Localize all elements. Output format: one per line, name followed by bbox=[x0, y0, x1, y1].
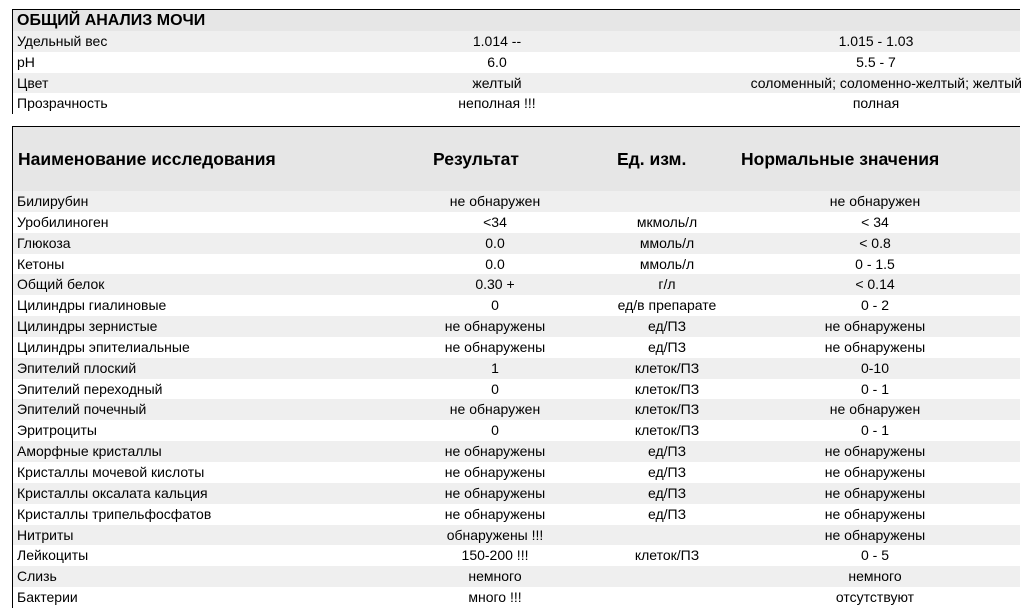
general-row bbox=[13, 31, 1020, 52]
test-name: Кристаллы трипельфосфатов bbox=[17, 505, 212, 522]
table-row bbox=[13, 545, 1020, 566]
test-norm: не обнаружены bbox=[824, 443, 926, 460]
test-unit: ед/в препарате bbox=[617, 297, 717, 314]
test-result: не обнаружены bbox=[444, 443, 546, 460]
param-norm: 1.015 - 1.03 bbox=[838, 33, 914, 49]
table-row bbox=[13, 420, 1020, 441]
test-result: не обнаружены bbox=[444, 463, 546, 480]
general-analysis-title: ОБЩИЙ АНАЛИЗ МОЧИ bbox=[13, 10, 1020, 31]
table-row bbox=[13, 587, 1020, 608]
test-result: не обнаружен bbox=[449, 401, 541, 418]
table-row bbox=[13, 525, 1020, 546]
test-norm: не обнаружен bbox=[829, 193, 921, 209]
test-name: Цилиндры гиалиновые bbox=[17, 297, 167, 314]
test-result: <34 bbox=[483, 213, 507, 230]
test-unit: клеток/ПЗ bbox=[634, 359, 700, 376]
test-unit: ед/ПЗ bbox=[647, 338, 687, 355]
test-name: Эпителий плоский bbox=[17, 359, 137, 376]
test-result: немного bbox=[468, 568, 522, 585]
table-row bbox=[13, 379, 1020, 400]
test-result: не обнаружены bbox=[444, 505, 546, 522]
table-row bbox=[13, 337, 1020, 358]
test-unit: клеток/ПЗ bbox=[634, 422, 700, 439]
test-result: 1 bbox=[491, 359, 499, 376]
test-norm: 0-10 bbox=[860, 359, 890, 376]
table-row bbox=[13, 233, 1020, 254]
test-result: не обнаружены bbox=[444, 318, 546, 335]
test-name: Кристаллы оксалата кальция bbox=[17, 484, 208, 501]
test-result: 0.0 bbox=[485, 234, 505, 251]
param-norm: соломенный; соломенно-желтый; желтый bbox=[750, 74, 1022, 91]
results-table bbox=[12, 126, 1020, 608]
test-result: не обнаружены bbox=[444, 338, 546, 355]
test-unit: клеток/ПЗ bbox=[634, 380, 700, 397]
test-name: Эпителий почечный bbox=[17, 401, 147, 418]
param-name: pH bbox=[17, 53, 35, 70]
test-norm: < 34 bbox=[861, 213, 889, 230]
header-norm: Нормальные значения bbox=[741, 149, 940, 169]
header-name: Наименование исследования bbox=[18, 149, 276, 169]
test-result: обнаружены !!! bbox=[446, 526, 544, 543]
table-row bbox=[13, 295, 1020, 316]
table-row bbox=[13, 274, 1020, 295]
param-name: Удельный вес bbox=[17, 33, 108, 49]
table-row bbox=[13, 254, 1020, 275]
general-row bbox=[13, 93, 1020, 114]
test-norm: отсутствуют bbox=[835, 589, 915, 606]
test-norm: не обнаружены bbox=[824, 505, 926, 522]
header-result: Результат bbox=[433, 149, 519, 169]
test-result: 0 bbox=[491, 380, 499, 397]
test-name: Уробилиноген bbox=[17, 213, 109, 230]
test-unit: клеток/ПЗ bbox=[634, 401, 700, 418]
test-result: 0 bbox=[491, 422, 499, 439]
test-name: Кетоны bbox=[17, 255, 65, 272]
test-result: 0.0 bbox=[485, 255, 505, 272]
test-norm: 0 - 1.5 bbox=[855, 255, 895, 272]
test-unit: ммоль/л bbox=[639, 234, 695, 251]
test-result: не обнаружен bbox=[449, 193, 541, 209]
test-norm: немного bbox=[848, 568, 902, 585]
test-unit: ед/ПЗ bbox=[647, 484, 687, 501]
test-norm: 0 - 5 bbox=[860, 547, 889, 564]
table-header bbox=[13, 127, 1020, 191]
test-norm: не обнаружен bbox=[829, 401, 921, 418]
test-norm: не обнаружены bbox=[824, 318, 926, 335]
test-result: много !!! bbox=[468, 589, 522, 606]
test-unit: ед/ПЗ bbox=[647, 463, 687, 480]
test-name: Эпителий переходный bbox=[17, 380, 163, 397]
test-norm: < 0.14 bbox=[855, 276, 895, 293]
test-norm: < 0.8 bbox=[859, 234, 891, 251]
test-name: Аморфные кристаллы bbox=[17, 443, 162, 460]
test-name: Нитриты bbox=[17, 526, 74, 543]
test-name: Общий белок bbox=[17, 276, 105, 293]
table-row bbox=[13, 566, 1020, 587]
test-norm: 0 - 2 bbox=[860, 297, 889, 314]
param-name: Прозрачность bbox=[17, 95, 108, 112]
table-row bbox=[13, 504, 1020, 525]
test-unit: ммоль/л bbox=[639, 255, 695, 272]
param-result: 6.0 bbox=[487, 53, 507, 70]
test-unit: ед/ПЗ bbox=[647, 443, 687, 460]
test-norm: 0 - 1 bbox=[860, 422, 889, 439]
test-norm: не обнаружены bbox=[824, 463, 926, 480]
test-name: Лейкоциты bbox=[17, 547, 89, 564]
general-row bbox=[13, 73, 1020, 94]
header-unit: Ед. изм. bbox=[617, 149, 687, 169]
test-name: Слизь bbox=[17, 568, 57, 585]
test-norm: 0 - 1 bbox=[860, 380, 889, 397]
param-result: 1.014 -- bbox=[472, 33, 522, 49]
test-norm: не обнаружены bbox=[824, 484, 926, 501]
test-result: не обнаружены bbox=[444, 484, 546, 501]
test-unit: клеток/ПЗ bbox=[634, 547, 700, 564]
table-row bbox=[13, 316, 1020, 337]
general-row bbox=[13, 52, 1020, 73]
table-row bbox=[13, 441, 1020, 462]
param-result: желтый bbox=[472, 74, 522, 91]
test-name: Билирубин bbox=[17, 193, 89, 209]
general-analysis-section bbox=[12, 9, 1020, 114]
test-unit: г/л bbox=[658, 276, 676, 293]
test-unit: ед/ПЗ bbox=[647, 505, 687, 522]
table-row bbox=[13, 358, 1020, 379]
table-row bbox=[13, 483, 1020, 504]
table-row bbox=[13, 212, 1020, 233]
table-row bbox=[13, 191, 1020, 212]
test-result: 0 bbox=[491, 297, 499, 314]
param-name: Цвет bbox=[17, 74, 49, 91]
param-norm: 5.5 - 7 bbox=[856, 53, 896, 70]
test-name: Цилиндры зернистые bbox=[17, 318, 158, 335]
test-result: 150-200 !!! bbox=[461, 547, 529, 564]
table-body bbox=[13, 191, 1020, 608]
test-name: Бактерии bbox=[17, 589, 78, 606]
param-norm: полная bbox=[852, 95, 900, 112]
test-name: Цилиндры эпителиальные bbox=[17, 338, 190, 355]
table-row bbox=[13, 462, 1020, 483]
test-name: Глюкоза bbox=[17, 234, 71, 251]
test-norm: не обнаружены bbox=[824, 526, 926, 543]
test-result: 0.30 + bbox=[475, 276, 515, 293]
test-unit: мкмоль/л bbox=[636, 213, 698, 230]
test-name: Кристаллы мочевой кислоты bbox=[17, 463, 205, 480]
table-row bbox=[13, 399, 1020, 420]
test-unit: ед/ПЗ bbox=[647, 318, 687, 335]
test-norm: не обнаружены bbox=[824, 338, 926, 355]
param-result: неполная !!! bbox=[458, 95, 536, 112]
test-name: Эритроциты bbox=[17, 422, 97, 439]
